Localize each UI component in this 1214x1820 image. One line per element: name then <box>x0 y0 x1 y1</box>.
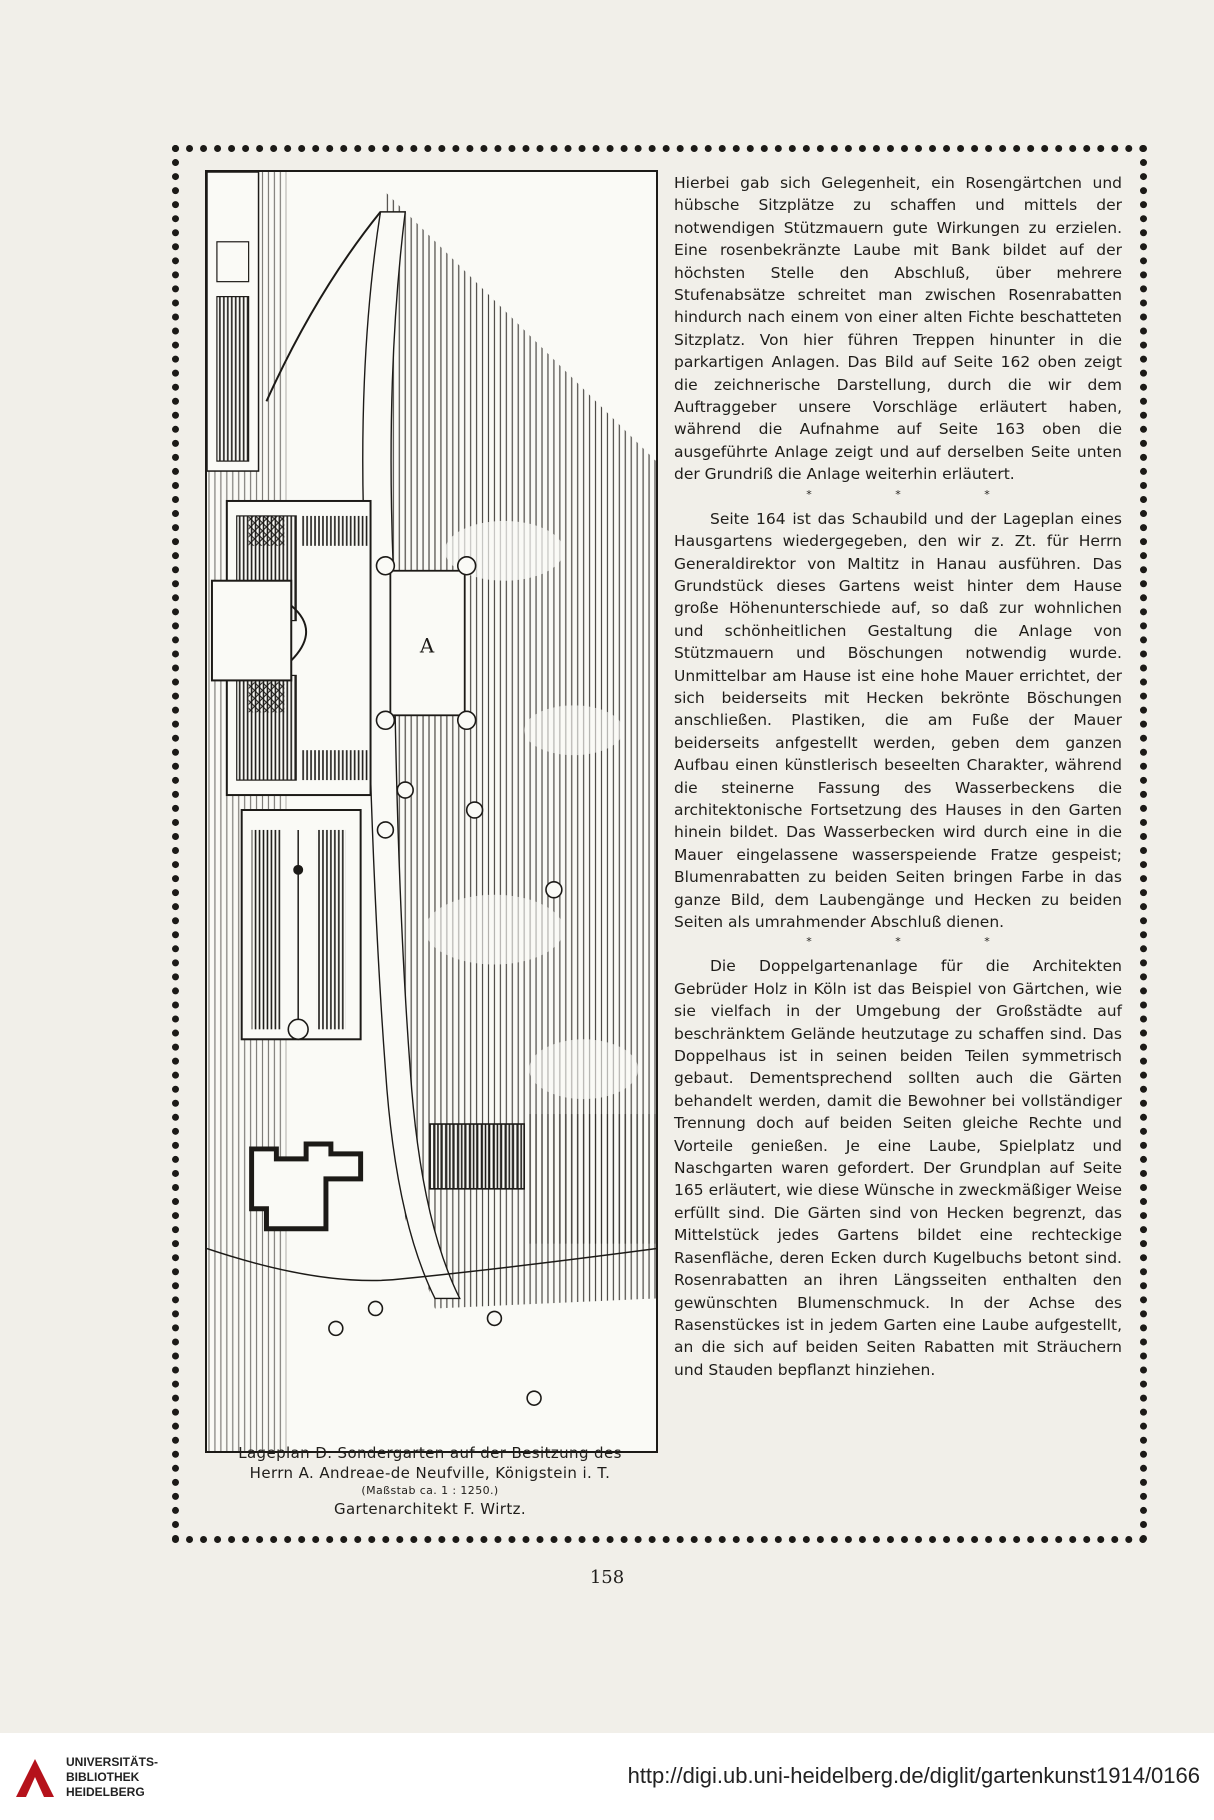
paragraph: Seite 164 ist das Schaubild und der Lageplan eines Hausgartens wiedergegeben, den wir z. Zt. für Herrn Generaldirektor von Maltitz in Hanau ausführen. Das Grundstück dieses Gartens weist hinter dem Hause große Höhenunterschiede auf, so daß zur wohnlichen und schönheitlichen Gestaltung die Anlage von Stützmauern und Böschungen notwendig wurde. Unmittelbar am Hause ist eine hohe Mauer errichtet, der sich beiderseits mit Hecken bekrönte Böschungen anschließen. Plastiken, die am Fuße der Mauer beiderseits anfgestellt werden, geben dem ganzen Aufbau einen künstlerisch beseelten Charakter, während die steinerne Fassung des Wasserbeckens die architektonische Fortsetzung des Hauses in den Garten hinein bildet. Das Wasserbecken wird durch eine in die Mauer eingelassene wasserspeiende Fratze gespeist; Blumenrabatten zu beiden Seiten bringen Farbe in das ganze Bild, dem Laubengänge und Hecken zu beiden Seiten als umrahmender Abschluß dienen. <box>674 509 1122 931</box>
source-url-link[interactable]: http://digi.ub.uni-heidelberg.de/diglit/gartenkunst1914/0166 <box>627 1763 1200 1788</box>
caption-scale: (Maßstab ca. 1 : 1250.) <box>361 1484 499 1497</box>
paragraph: Die Doppelgartenanlage für die Architekten Gebrüder Holz in Köln ist das Beispiel von Gärtchen, wie sie vielfach in der Umgebung der Großstädte auf beschränktem Gelände heutzutage zu schaffen sind. Das Doppelhaus ist in seinen beiden Teilen symmetrisch gebaut. Dementsprechend sollten auch die Gärten behandelt werden, damit die Bewohner bei vollständiger Trennung doch auf beiden Seiten gleiche Rechte und Vorteile genießen. Je eine Laube, Spielplatz und Naschgarten waren gefordert. Der Grundplan auf Seite 165 erläutert, wie diese Wünsche in zweckmäßiger Weise erfüllt sind. Die Gärten sind von Hecken begrenzt, das Mittelstück jedes Gartens bildet eine rechteckige Rasenfläche, deren Ecken durch Kugelbuchs betont sind. Rosenrabatten an ihren Längsseiten enthalten den gewünschten Blumenschmuck. In der Achse des Rasenstückes ist in jedem Garten eine Laube aufgestellt, an die sich auf beiden Seiten Rabatten mit Sträuchern und Stauden bepflanzt hinziehen. <box>674 957 1122 1379</box>
library-logo-icon <box>12 1755 58 1801</box>
page-number: 158 <box>589 1567 625 1588</box>
paragraph: Hierbei gab sich Gelegenheit, ein Rosengärtchen und hübsche Sitzplätze zu schaffen und mittels der notwendigen Stützmauern gute Wirkungen zu erzielen. Eine rosenbekränzte Laube mit Bank bildet auf der höchsten Stelle den Abschluß, über mehrere Stufenabsätze schreitet man zwischen Rosenrabatten hindurch nach einem von einer alten Fichte beschatteten Sitzplatz. Von hier führen Treppen hinunter in die parkartigen Anlagen. Das Bild auf Seite 162 oben zeigt die zeichnerische Darstellung, durch die wir dem Auftraggeber unsere Vorschläge erläutert haben, während die Aufnahme auf Seite 163 oben die ausgeführte Anlage zeigt und auf derselben Seite unten der Grundriß die Anlage weiterhin erläutert. <box>674 174 1122 484</box>
site-plan-illustration <box>205 170 658 1453</box>
library-name: UNIVERSITÄTS- BIBLIOTHEK HEIDELBERG <box>66 1755 159 1799</box>
digitization-footer <box>0 1733 1214 1820</box>
body-text-column <box>674 172 1122 1381</box>
section-separator: * * * <box>806 935 1030 949</box>
figure-caption <box>190 1443 670 1519</box>
caption-title: Lageplan D. Sondergarten auf der Besitzung des <box>238 1444 622 1462</box>
garden-plan-drawing <box>207 172 656 1451</box>
section-separator: * * * <box>806 487 1030 501</box>
caption-architect: Gartenarchitekt F. Wirtz. <box>333 1500 527 1518</box>
svg-text:A: A <box>419 634 435 658</box>
caption-owner: Herrn A. Andreae-de Neufville, Königstein i. T. <box>249 1464 611 1482</box>
